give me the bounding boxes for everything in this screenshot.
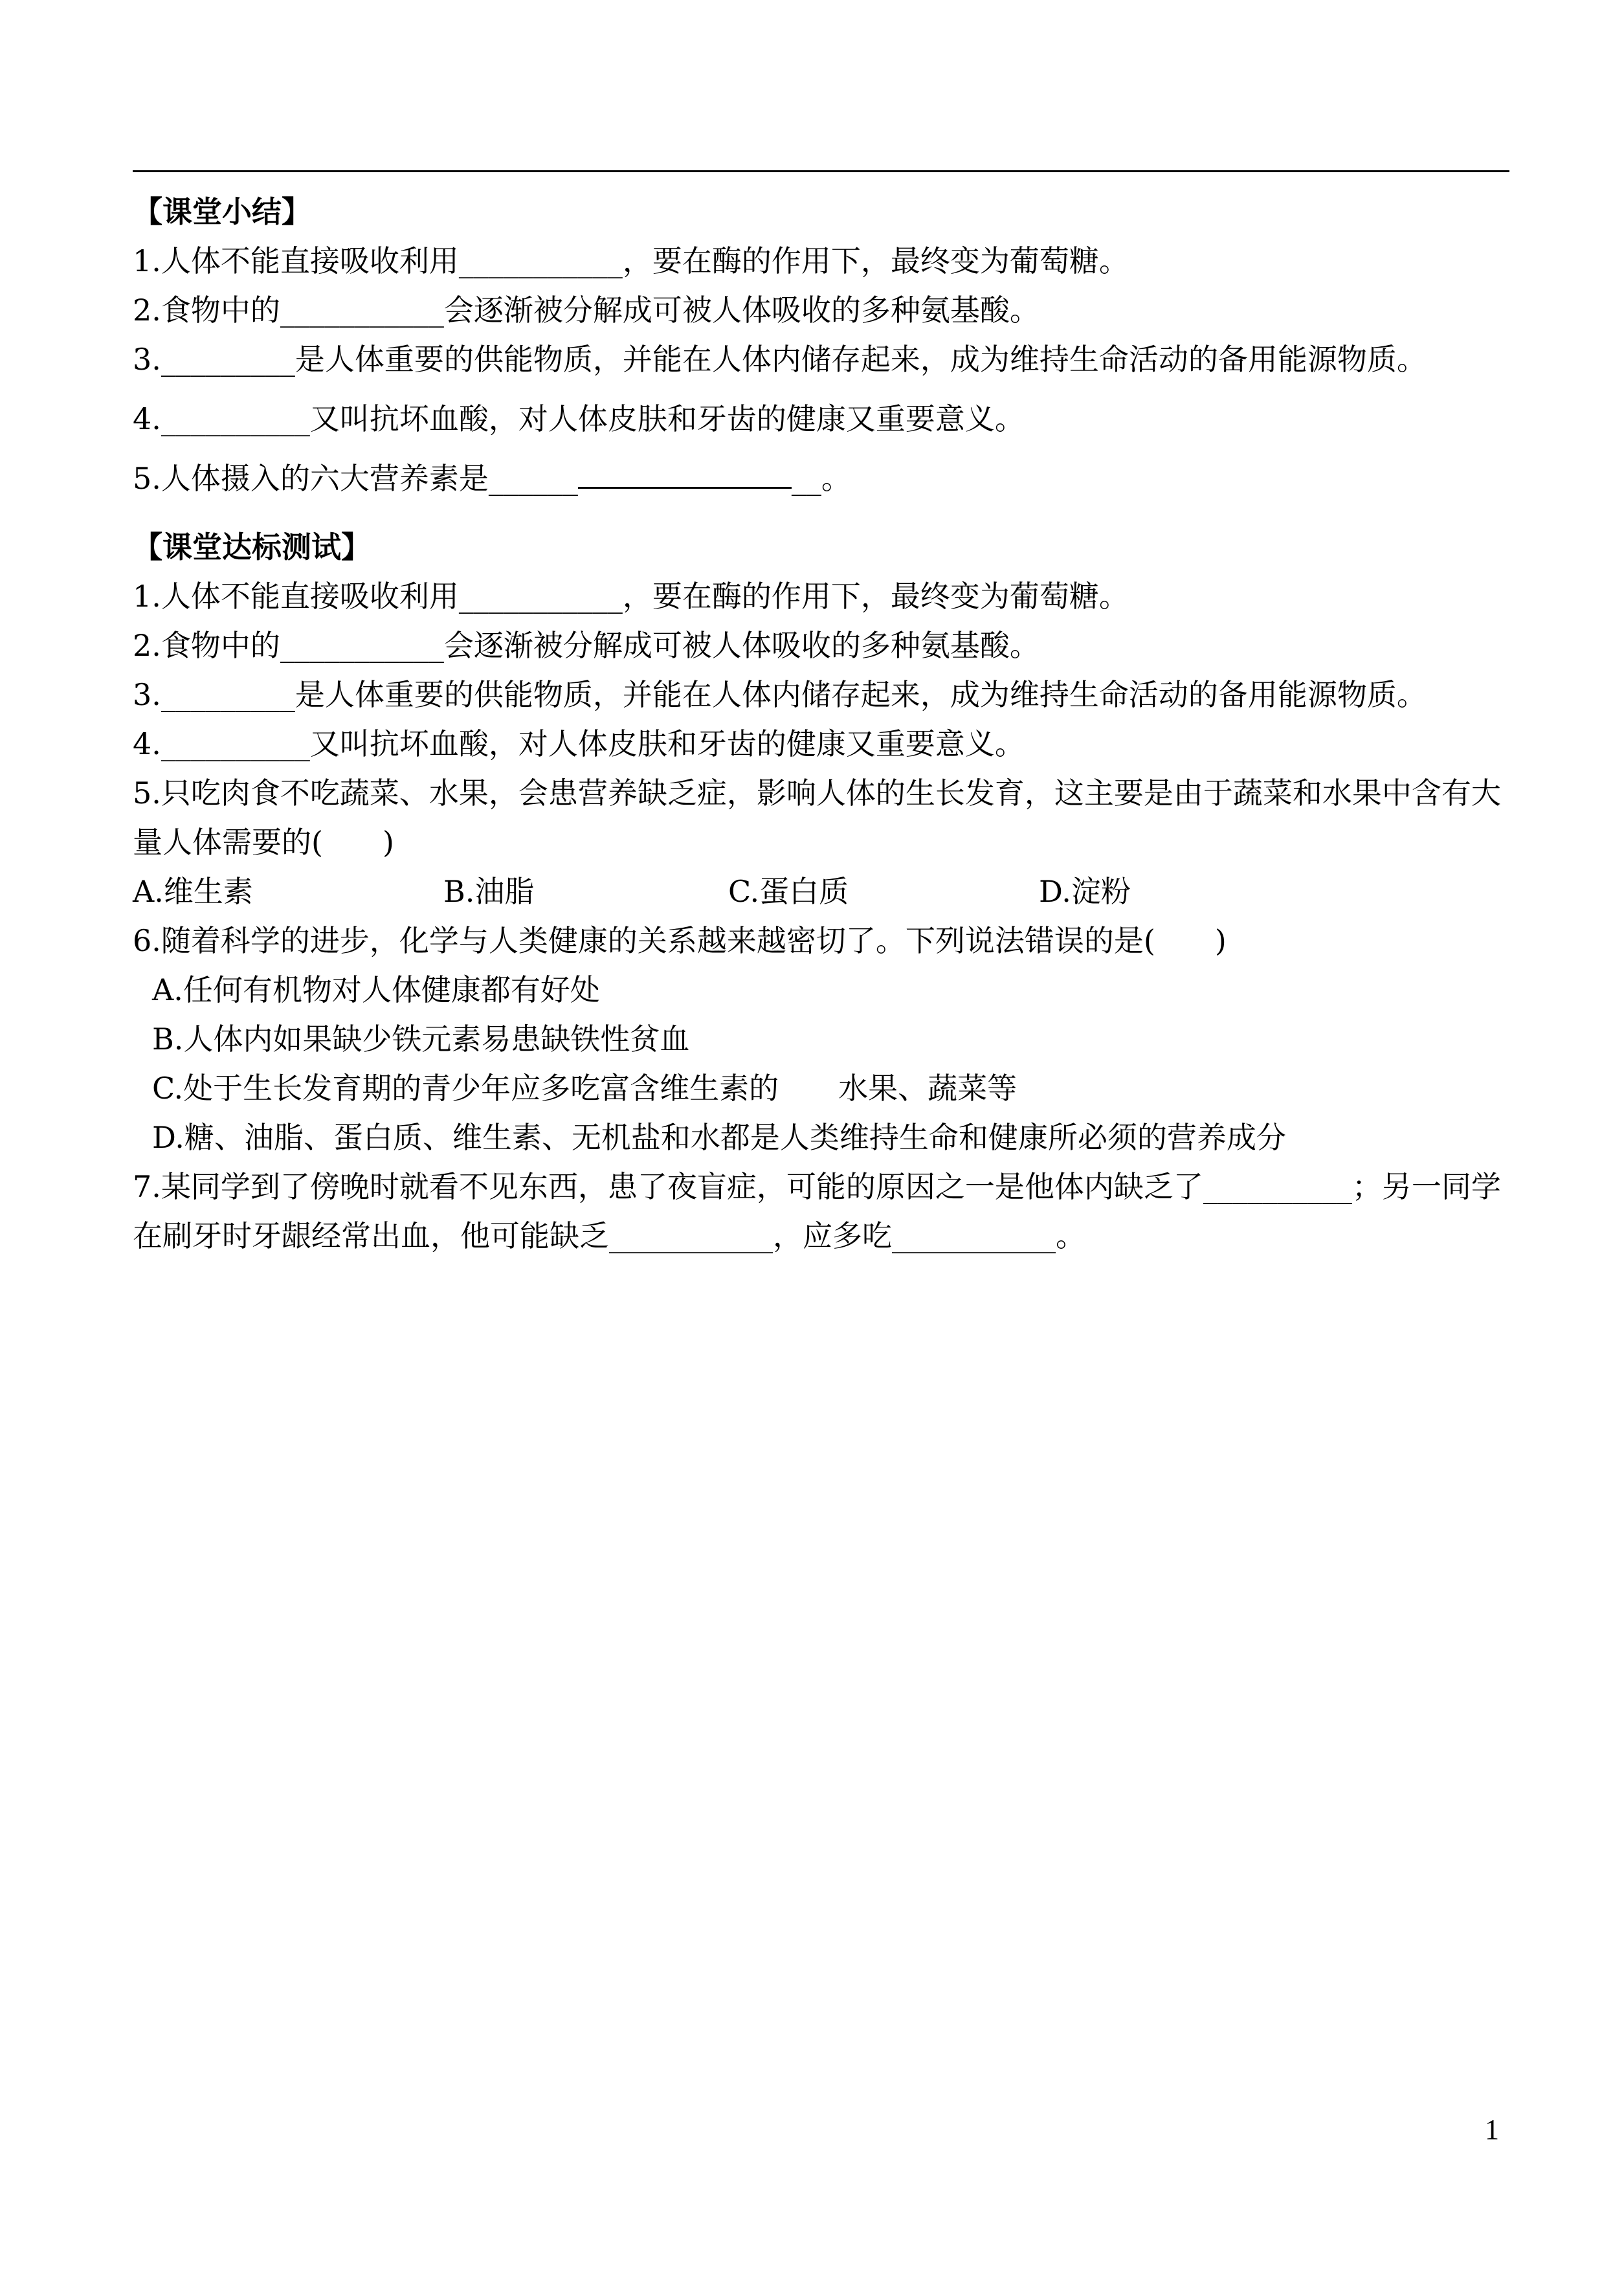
q5-option-b: B.油脂 [443, 874, 535, 909]
test-item-1: 1.人体不能直接吸收利用___________，要在酶的作用下，最终变为葡萄糖。 [133, 579, 1129, 614]
test-item-7: 7.某同学到了傍晚时就看不见东西，患了夜盲症，可能的原因之一是他体内缺乏了__________；另一同学在刷牙时牙龈经常出血，他可能缺乏___________，应多吃___________。 [133, 1169, 1501, 1253]
summary-item-4: 4.__________又叫抗坏血酸，对人体皮肤和牙齿的健康又重要意义。 [133, 401, 1025, 436]
q6-option-c: C.处于生长发育期的青少年应多吃富含维生素的 水果、蔬菜等 [152, 1071, 1018, 1106]
summary-item-2: 2.食物中的___________会逐渐被分解成可被人体吸收的多种氨基酸。 [133, 293, 1040, 328]
test-item-2: 2.食物中的___________会逐渐被分解成可被人体吸收的多种氨基酸。 [133, 628, 1040, 663]
q6-option-b: B.人体内如果缺少铁元素易患缺铁性贫血 [152, 1022, 690, 1057]
q5-option-a: A.维生素 [133, 874, 253, 909]
test-item-6: 6.随着科学的进步，化学与人类健康的关系越来越密切了。下列说法错误的是( ) [133, 923, 1227, 958]
summary-item-3: 3._________是人体重要的供能物质，并能在人体内储存起来，成为维持生命活动的备用能源物质。 [133, 342, 1427, 377]
worksheet-content [133, 185, 1509, 1260]
q6-option-a: A.任何有机物对人体健康都有好处 [152, 972, 600, 1007]
q5-option-d: D.淀粉 [1039, 874, 1131, 909]
q5-options [133, 867, 1509, 916]
answer-underline [578, 461, 792, 489]
q6-option-d: D.糖、油脂、蛋白质、维生素、无机盐和水都是人类维持生命和健康所必须的营养成分 [152, 1120, 1286, 1155]
header-rule [133, 170, 1509, 172]
summary-item-5-end: __。 [791, 461, 851, 496]
test-item-5: 5.只吃肉食不吃蔬菜、水果，会患营养缺乏症，影响人体的生长发育，这主要是由于蔬菜和水果中含有大量人体需要的( ) [133, 776, 1501, 860]
test-item-4: 4.__________又叫抗坏血酸，对人体皮肤和牙齿的健康又重要意义。 [133, 726, 1025, 761]
summary-item-5 [133, 454, 1509, 503]
test-item-3: 3._________是人体重要的供能物质，并能在人体内储存起来，成为维持生命活动的备用能源物质。 [133, 677, 1427, 712]
page-number: 1 [1485, 2114, 1499, 2145]
summary-heading: 【课堂小结】 [133, 194, 311, 229]
test-heading: 【课堂达标测试】 [133, 530, 371, 565]
q5-option-c: C.蛋白质 [728, 874, 849, 909]
summary-item-5-start: 5.人体摄入的六大营养素是______ [133, 461, 578, 496]
summary-item-1: 1.人体不能直接吸收利用___________，要在酶的作用下，最终变为葡萄糖。 [133, 243, 1129, 278]
